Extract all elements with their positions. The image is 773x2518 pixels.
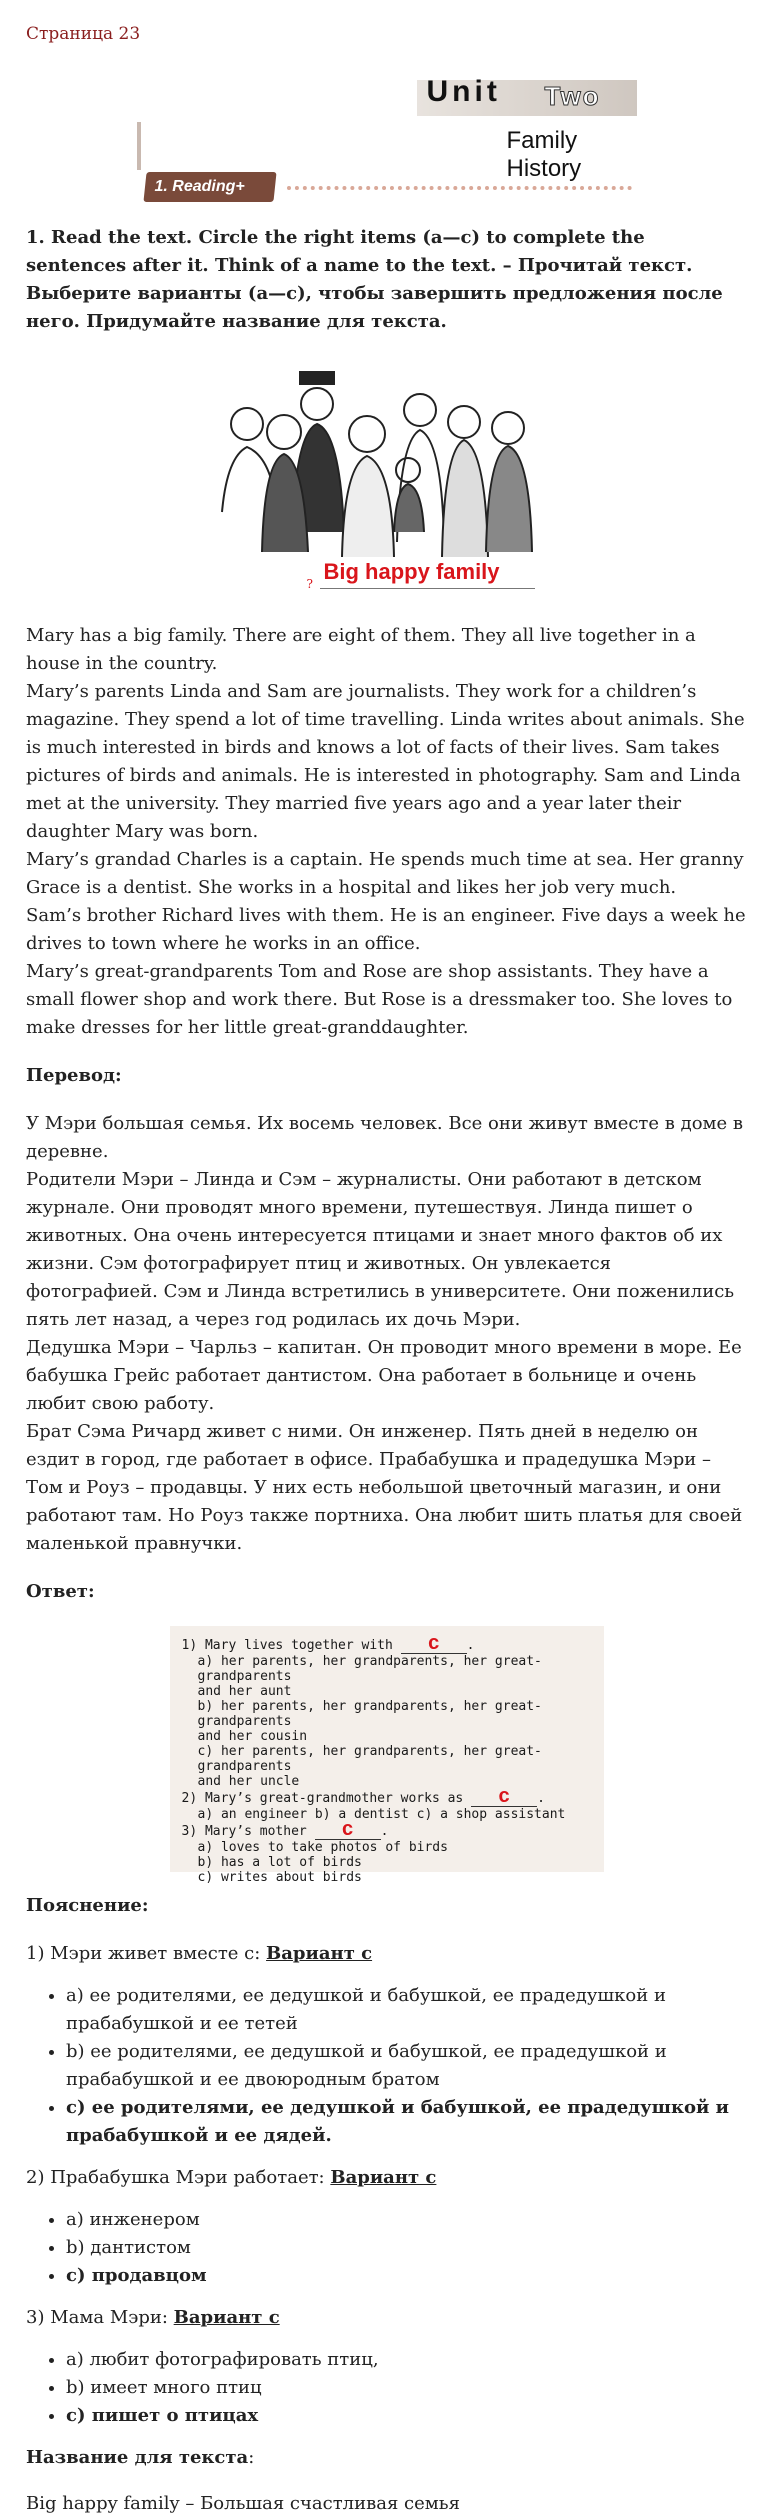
sheet-option: c) her parents, her grandparents, her great-grandparents xyxy=(197,1744,542,1774)
sheet-question-3: 3) Mary’s mother c . xyxy=(181,1818,389,1840)
task-instruction: 1. Read the text. Circle the right items (a—c) to complete the sentences after it. Think of a name to the text. – Прочитай текст. Выберите варианты (a—c), чтобы завершить предложения после него. Придумайте название для текста. xyxy=(26,227,723,332)
unit-label: Unit xyxy=(426,75,501,108)
figure-caption: Big happy family xyxy=(323,559,500,584)
sheet-question-2: 2) Mary’s great-grandmother works as c . xyxy=(181,1785,545,1807)
question-text: 3) Мама Мэри: xyxy=(26,2307,174,2328)
unit-banner xyxy=(137,72,637,212)
option-item-correct: • c) ее родителями, ее дедушкой и бабушкой, ее прадедушкой и прабабушкой и ее дядей. xyxy=(66,2094,747,2150)
sheet-option: a) loves to take photos of birds xyxy=(197,1840,448,1855)
sheet-option: b) her parents, her grandparents, her great-grandparents xyxy=(197,1699,542,1729)
answer-variant: Вариант с xyxy=(266,1943,373,1964)
sheet-option: and her cousin xyxy=(197,1729,308,1744)
en-paragraph: Mary’s parents Linda and Sam are journalists. They work for a children’s magazine. They spend a lot of time travelling. Linda writes about animals. She is much interested in birds and knows a lot of facts of their lives. Sam takes pictures of birds and animals. He is interested in photography. Sam and Linda met at the university. They married five years ago and a year later their daughter Mary was born. xyxy=(26,681,745,842)
dotted-rule xyxy=(287,186,632,190)
option-list-2 xyxy=(26,2206,747,2290)
option-item: • b) дантистом xyxy=(66,2234,747,2262)
answer-blank-1 xyxy=(401,1632,467,1654)
name-heading-label: Название для текста xyxy=(26,2447,249,2468)
english-text xyxy=(26,622,747,1042)
answer-blank-3 xyxy=(315,1818,381,1840)
answer-variant: Вариант с xyxy=(173,2307,280,2328)
name-heading xyxy=(26,2444,747,2472)
sheet-question-3-text: 3) Mary’s mother xyxy=(181,1824,307,1839)
name-heading-colon: : xyxy=(248,2447,255,2468)
banner-side-bar xyxy=(137,122,141,170)
answer-blank-2 xyxy=(471,1785,537,1807)
en-paragraph: Sam’s brother Richard lives with them. He is an engineer. Five days a week he drives to town where he works in an office. xyxy=(26,905,746,954)
en-paragraph: Mary has a big family. There are eight of them. They all live together in a house in the country. xyxy=(26,625,696,674)
caption-marker: ? xyxy=(306,577,313,591)
unit-subtitle: Family History xyxy=(506,127,582,182)
en-paragraph: Mary’s great-grandparents Tom and Rose are shop assistants. They have a small flower shop and work there. But Rose is a dressmaker too. She loves to make dresses for her little great-granddaughter. xyxy=(26,961,733,1038)
option-list-3 xyxy=(26,2346,747,2430)
russian-text xyxy=(26,1110,747,1558)
option-item-correct: • c) продавцом xyxy=(66,2262,747,2290)
ru-paragraph: У Мэри большая семья. Их восемь человек. Все они живут вместе в доме в деревне. xyxy=(26,1113,744,1162)
ru-paragraph: Брат Сэма Ричард живет с ними. Он инженер. Пять дней в неделю он ездит в город, где работает в офисе. Прабабушка и прадедушка Мэри – Том и Роуз – продавцы. У них есть небольшой цветочный магазин, и они работают там. Но Роуз также портниха. Она любит шить платья для своей маленькой правнучки. xyxy=(26,1421,743,1554)
explanation-question-2 xyxy=(26,2164,747,2192)
caption-underline xyxy=(320,588,535,589)
sheet-option: b) has a lot of birds xyxy=(197,1855,362,1870)
unit-number: Two xyxy=(544,81,601,111)
answer-variant: Вариант с xyxy=(330,2167,437,2188)
option-item: • b) ее родителями, ее дедушкой и бабушкой, ее прадедушкой и прабабушкой и ее двоюродным братом xyxy=(66,2038,747,2094)
option-item-correct: • c) пишет о птицах xyxy=(66,2402,747,2430)
ru-paragraph: Дедушка Мэри – Чарльз – капитан. Он проводит много времени в море. Ее бабушка Грейс работает дантистом. Она работает в больнице и очень любит свою работу. xyxy=(26,1337,742,1414)
translation-heading: Перевод: xyxy=(26,1065,122,1086)
option-item: • a) инженером xyxy=(66,2206,747,2234)
question-text: 2) Прабабушка Мэри работает: xyxy=(26,2167,331,2188)
en-paragraph: Mary’s grandad Charles is a captain. He spends much time at sea. Her granny Grace is a dentist. She works in a hospital and likes her job very much. xyxy=(26,849,744,898)
explanation-question-3 xyxy=(26,2304,747,2332)
answer-mark-3: c xyxy=(342,1818,354,1840)
answer-mark-1: c xyxy=(428,1632,440,1654)
sheet-question-2-text: 2) Mary’s great-grandmother works as xyxy=(181,1791,464,1806)
ru-paragraph: Родители Мэри – Линда и Сэм – журналисты. Они работают в детском журнале. Они проводят много времени, путешествуя. Линда пишет о животных. Она очень интересуется птицами и знает много фактов об их жизни. Сэм фотографирует птиц и животных. Он увлекается фотографией. Сэм и Линда встретились в университете. Они поженились пять лет назад, а через год родилась их дочь Мэри. xyxy=(26,1169,735,1330)
explanation-heading: Пояснение: xyxy=(26,1895,149,1916)
sheet-question-1-text: 1) Mary lives together with xyxy=(181,1638,393,1653)
explanation-question-1 xyxy=(26,1940,747,1968)
question-text: 1) Мэри живет вместе с: xyxy=(26,1943,267,1964)
option-item: • a) ее родителями, ее дедушкой и бабушкой, ее прадедушкой и прабабушкой и ее тетей xyxy=(66,1982,747,2038)
sheet-option: a) her parents, her grandparents, her great-grandparents xyxy=(197,1654,542,1684)
sheet-option: a) an engineer b) a dentist c) a shop assistant xyxy=(197,1807,566,1822)
reading-tag-label: 1. Reading+ xyxy=(154,178,245,195)
answer-heading: Ответ: xyxy=(26,1581,95,1602)
name-answer: Big happy family – Большая счастливая семья xyxy=(26,2493,460,2514)
option-item: • b) имеет много птиц xyxy=(66,2374,747,2402)
option-list-1 xyxy=(26,1982,747,2150)
sheet-option: and her uncle xyxy=(197,1774,300,1789)
sheet-question-1: 1) Mary lives together with c . xyxy=(181,1632,475,1654)
option-item: • a) любит фотографировать птиц, xyxy=(66,2346,747,2374)
answer-mark-2: c xyxy=(498,1785,510,1807)
family-illustration xyxy=(172,362,602,612)
answer-worksheet xyxy=(170,1626,604,1885)
sheet-option: and her aunt xyxy=(197,1684,292,1699)
sheet-option: c) writes about birds xyxy=(197,1870,362,1885)
page-label: Страница 23 xyxy=(26,24,141,44)
